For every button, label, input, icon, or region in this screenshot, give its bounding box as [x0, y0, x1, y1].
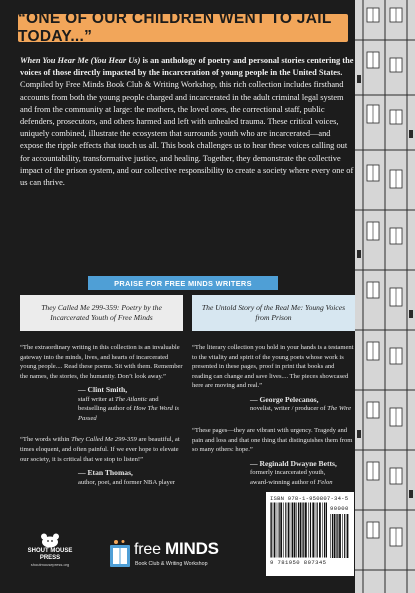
- barcode-bar: [294, 502, 296, 557]
- quote-signature: [20, 468, 183, 487]
- quote-author-name: — Etan Thomas,: [78, 468, 133, 478]
- quote-author-role: novelist, writer / producer of The Wire: [250, 405, 352, 413]
- barcode-bar: [270, 502, 271, 557]
- isbn-barcode: [266, 492, 354, 576]
- barcode-bar: [332, 514, 333, 558]
- barcode-bar: [292, 502, 293, 557]
- barcode-bar: [322, 502, 323, 557]
- quote-text: “The words within They Called Me 299-359 are beautiful, at times eloquent, and often painful. If we ever hope to elevate our society, it is critical that we stop to listen!”: [20, 436, 180, 463]
- description-body: Compiled by Free Minds Book Club & Writing Workshop, this rich collection includes firsthand accounts from both the young people charged and incarcerated in the adult criminal legal system and from the community at large: the mothers, the loved ones, the correctional staff, public defenders, prosecutors, and others harmed and left with unhealed trauma. These critical voices, uniquely combined, illustrate the ecosystem that surrounds youth who are incarcerated—and expose the ripple effects that touch us all. This book challenges us to hear these voices calling out for accountability, transformative justice, and healing. Together, they demonstrate the collective impact of the prison system, and our collective responsibility to create a society where every one of us can thrive.: [20, 80, 354, 188]
- book-icon: [108, 539, 132, 569]
- quote-george-pelecanos: [192, 343, 355, 414]
- praise-column-left: [20, 295, 183, 487]
- quote-author-role-2: award-winning author of Felon: [250, 478, 333, 486]
- mouse-icon: [39, 532, 61, 548]
- description-bold-intro: is an anthology of poetry and personal stories centering the voices of those directly impacted by the incarceration of young people in the United States.: [20, 56, 354, 78]
- praise-label: [88, 276, 278, 290]
- barcode-bar: [339, 514, 341, 558]
- barcode-bar: [334, 514, 336, 558]
- publisher-url: shoutmousepress.org: [30, 562, 70, 567]
- buildings-drawing: [355, 0, 415, 593]
- headline-banner: [18, 10, 348, 45]
- quote-text: “These pages—they are vibrant with urgency. Tragedy and pain and loss and that one thing that distinguishes them from so many others: hope.”: [192, 426, 353, 454]
- barcode-bar: [303, 502, 304, 557]
- barcode-bar: [285, 502, 286, 557]
- barcode-bar: [283, 502, 284, 557]
- quote-reginald-dwayne-betts: [192, 426, 355, 487]
- quote-text: “The literary collection you hold in your hands is a testament to the vitality and spirit of the young poets whose work is presented in these pages, proof in print that books and reading can change and save lives.... The pieces showcased here are moving and real.”: [192, 344, 354, 390]
- barcode-bars-main: [270, 502, 327, 558]
- free-minds-wordmark: free MINDS: [134, 539, 219, 558]
- quote-author-name: — Reginald Dwayne Betts,: [250, 458, 337, 468]
- barcode-bar: [324, 502, 325, 557]
- barcode-bar: [315, 502, 316, 557]
- praise-label-text: PRAISE FOR FREE MINDS WRITERS: [114, 278, 252, 288]
- city-illustration: [355, 0, 415, 593]
- isbn-text: ISBN 978-1-950807-34-5: [270, 495, 349, 502]
- quote-author-name: — Clint Smith,: [78, 385, 128, 395]
- barcode-bar: [347, 514, 349, 558]
- barcode-bars-addon: [330, 514, 350, 558]
- barcode-bar: [330, 514, 331, 558]
- barcode-bar: [280, 502, 282, 557]
- barcode-bar: [337, 514, 338, 558]
- barcode-bar: [319, 502, 321, 557]
- book-description: [20, 55, 355, 189]
- quote-clint-smith: [20, 343, 183, 423]
- barcode-bar: [317, 502, 318, 557]
- quote-signature: [20, 385, 183, 423]
- publisher-name-2: PRESS: [39, 554, 61, 561]
- barcode-bar: [344, 514, 345, 558]
- barcode-bar: [302, 502, 303, 557]
- free-minds-logo: [108, 537, 228, 577]
- barcode-bar: [279, 502, 280, 557]
- book-title-italic: When You Hear Me (You Hear Us): [20, 56, 141, 65]
- barcode-bar: [305, 502, 307, 557]
- barcode-bar: [336, 514, 337, 558]
- left-book-heading: They Called Me 299-359: Poetry by the Incarcerated Youth of Free Minds: [20, 295, 183, 331]
- quote-author-role: author, poet, and former NBA player: [78, 478, 175, 486]
- quote-signature: [192, 395, 355, 414]
- headline-text: “ONE OF OUR CHILDREN WENT TO JAIL TODAY...”: [18, 10, 332, 45]
- barcode-bar: [274, 502, 276, 557]
- barcode-bar: [308, 502, 309, 557]
- quote-signature: [192, 459, 355, 488]
- barcode-bar: [342, 514, 343, 558]
- shout-mouse-press-logo: [20, 532, 80, 567]
- quote-text: “The extraordinary writing in this collection is an invaluable gateway into the minds, lives, and hearts of incarcerated young people.... Read these poems. Sit with them. Remember the names, the stories, the humanity. Don’t look away.”: [20, 344, 183, 380]
- barcode-bar: [277, 502, 278, 557]
- barcode-bar: [310, 502, 311, 557]
- quote-author-role: staff writer at The Atlantic and: [78, 395, 159, 403]
- barcode-bar: [298, 502, 299, 557]
- barcode-bar: [296, 502, 297, 557]
- price-code: 90000: [330, 505, 349, 512]
- barcode-bar: [271, 502, 272, 557]
- barcode-bar: [326, 502, 327, 557]
- barcode-bar: [291, 502, 292, 557]
- free-minds-subtitle: Book Club & Writing Workshop: [135, 561, 208, 567]
- publisher-name-1: SHOUT MOUSE: [27, 548, 73, 554]
- barcode-bar: [288, 502, 290, 557]
- right-book-heading: The Untold Story of the Real Me: Young Voices from Prison: [192, 295, 355, 331]
- quote-author-name: — George Pelecanos,: [250, 394, 319, 404]
- praise-column-right: [192, 295, 355, 487]
- barcode-bar: [312, 502, 314, 557]
- quote-author-role-2: bestselling author of How The Word is Passed: [78, 405, 179, 422]
- barcode-bar: [300, 502, 302, 557]
- barcode-number: 9 781950 807345: [270, 559, 327, 566]
- quote-etan-thomas: [20, 435, 183, 487]
- quote-author-role: formerly incarcerated youth,: [250, 469, 326, 477]
